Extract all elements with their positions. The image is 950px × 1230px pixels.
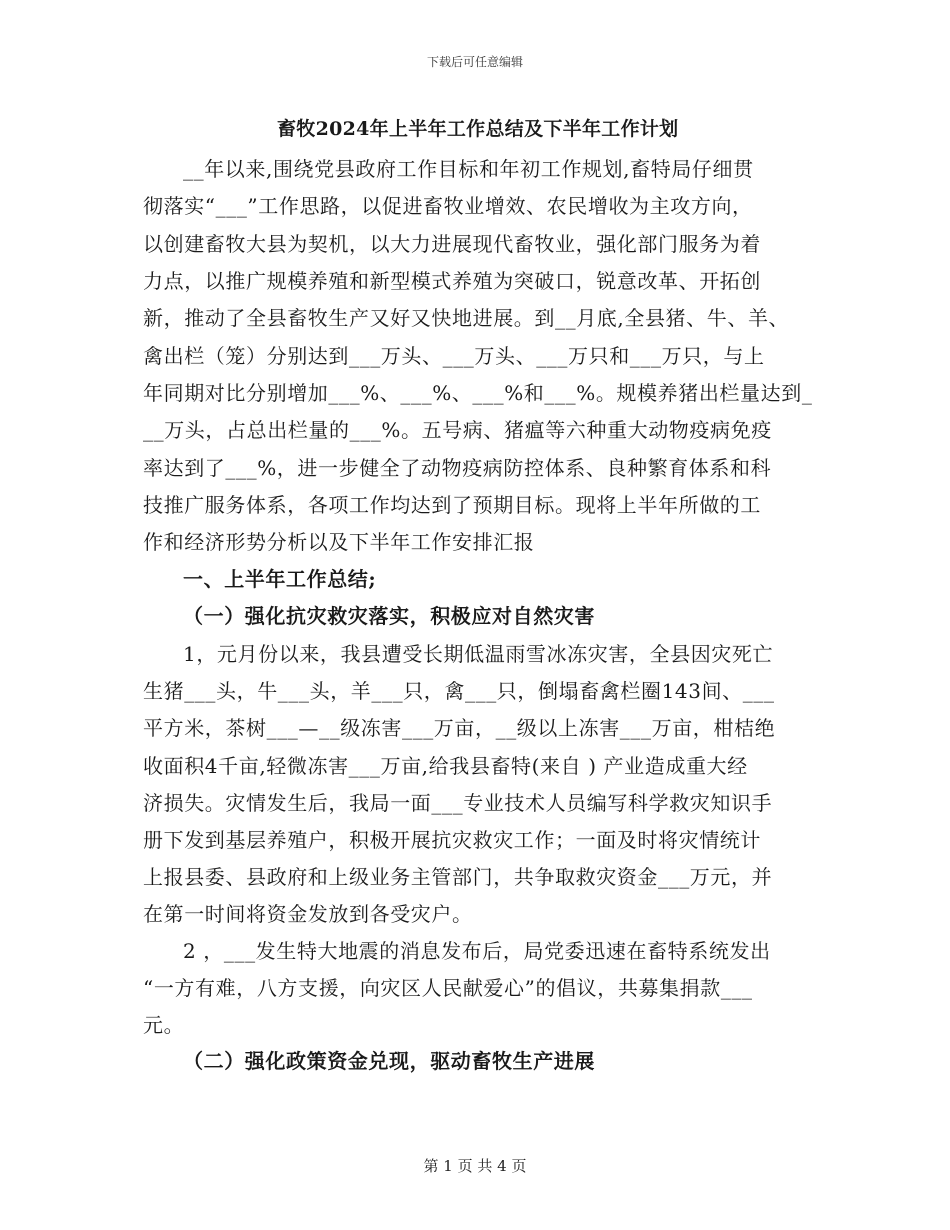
paragraph-line: 在第一时间将资金发放到各受灾户。 [143,902,473,926]
paragraph-line: 济损失。灾情发生后，我局一面___专业技术人员编写科学救灾知识手 [143,791,773,815]
intro-line: 技推广服务体系，各项工作均达到了预期目标。现将上半年所做的工 [143,493,761,517]
paragraph-line: 册下发到基层养殖户，积极开展抗灾救灾工作；一面及时将灾情统计 [143,828,761,852]
document-title: 畜牧2024年上半年工作总结及下半年工作计划 [277,118,679,140]
section-heading: 一、上半年工作总结; [183,567,377,591]
subsection-heading: （二）强化政策资金兑现，驱动畜牧生产进展 [183,1049,595,1073]
intro-line: __年以来,围绕党县政府工作目标和年初工作规划,畜特局仔细贯 [183,157,754,181]
paragraph-line: 1，元月份以来，我县遭受长期低温雨雪冰冻灾害，全县因灾死亡 [183,642,774,666]
intro-line: 彻落实“___”工作思路，以促进畜牧业增效、农民增收为主攻方向， [143,194,753,218]
paragraph-line: 收面积4千亩,轻微冻害___万亩,给我县畜特(来自 ) 产业造成重大经 [143,754,748,778]
page-footer: 第 1 页 共 4 页 [423,1157,527,1175]
intro-line: 作和经济形势分析以及下半年工作安排汇报 [143,530,535,554]
paragraph-line: 生猪___头，牛___头，羊___只，禽___只，倒塌畜禽栏圈143间、___ [143,679,775,703]
intro-line: 新，推动了全县畜牧生产又好又快地进展。到__月底,全县猪、牛、羊、 [143,306,790,330]
paragraph-line: 元。 [143,1013,185,1037]
intro-line: 年同期对比分别增加___%、___%、___%和___%。规模养猪出栏量达到_ [143,381,813,405]
intro-line: 力点，以推广规模养殖和新型模式养殖为突破口，锐意改革、开拓创 [143,269,761,293]
page-header: 下载后可任意编辑 [426,55,523,69]
paragraph-line: 上报县委、县政府和上级业务主管部门，共争取救灾资金___万元，并 [143,865,773,889]
paragraph-line: 2 ，___发生特大地震的消息发布后，局党委迅速在畜特系统发出 [183,939,771,963]
intro-line: 率达到了___%，进一步健全了动物疫病防控体系、良种繁育体系和科 [143,456,772,480]
subsection-heading: （一）强化抗灾救灾落实，积极应对自然灾害 [183,604,595,628]
paragraph-line: “一方有难，八方支援，向灾区人民献爱心”的倡议，共募集捐款___ [143,976,753,1000]
intro-line: __万头，占总出栏量的___%。五号病、猪瘟等六种重大动物疫病免疫 [143,418,772,442]
intro-line: 以创建畜牧大县为契机，以大力进展现代畜牧业，强化部门服务为着 [143,232,761,256]
intro-line: 禽出栏（笼）分别达到___万头、___万头、___万只和___万只，与上 [143,344,765,368]
paragraph-line: 平方米，茶树___—__级冻害___万亩，__级以上冻害___万亩，柑桔绝 [143,716,776,740]
